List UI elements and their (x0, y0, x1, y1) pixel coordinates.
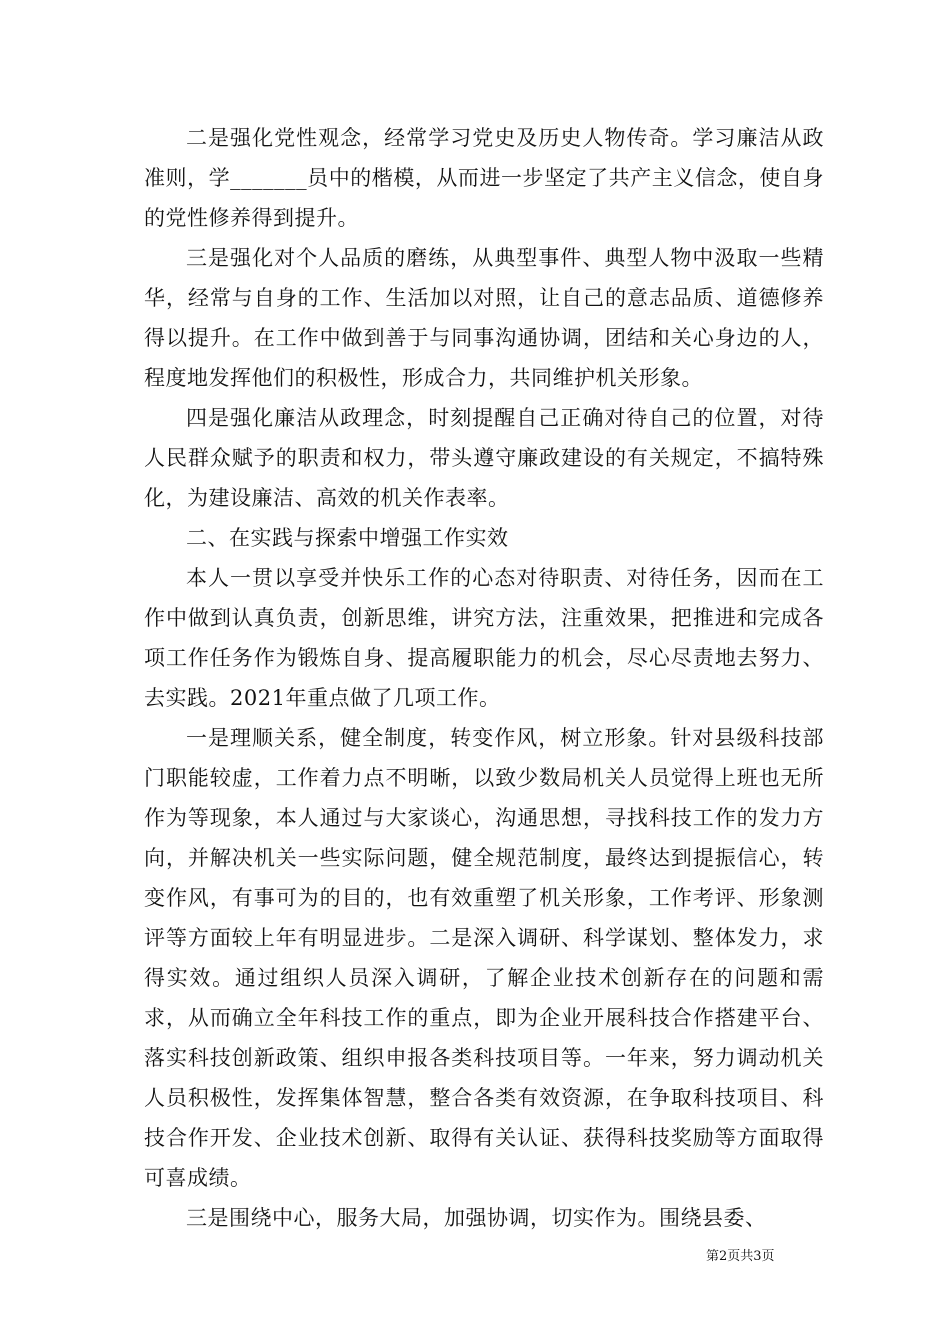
section-heading: 二、在实践与探索中增强工作实效 (186, 526, 509, 550)
paragraph-party-spirit: 二是强化党性观念，经常学习党史及历史人物传奇。学习廉洁从政准则，学_______员中的楷模，从而进一步坚定了共产主义信念，使自身的党性修养得到提升。 (144, 126, 824, 230)
paragraph-integrity: 四是强化廉洁从政理念，时刻提醒自己正确对待自己的位置，对待人民群众赋予的职责和权力，带头遵守廉政建设的有关规定，不搞特殊化，为建设廉洁、高效的机关作表率。 (144, 406, 824, 510)
paragraph-personal-quality: 三是强化对个人品质的磨练，从典型事件、典型人物中汲取一些精华，经常与自身的工作、生活加以对照，让自己的意志品质、道德修养得以提升。在工作中做到善于与同事沟通协调，团结和关心身边的人，程度地发挥他们的积极性，形成合力，共同维护机关形象。 (144, 246, 824, 390)
paragraph-work-attitude: 本人一贯以享受并快乐工作的心态对待职责、对待任务，因而在工作中做到认真负责，创新思维，讲究方法，注重效果，把推进和完成各项工作任务作为锻炼自身、提高履职能力的机会，尽心尽责地去努力、去实践。2021年重点做了几项工作。 (144, 566, 824, 710)
paragraph-work-items: 一是理顺关系，健全制度，转变作风，树立形象。针对县级科技部门职能较虚，工作着力点不明晰，以致少数局机关人员觉得上班也无所作为等现象，本人通过与大家谈心，沟通思想，寻找科技工作的发力方向，并解决机关一些实际问题，健全规范制度，最终达到提振信心，转变作风，有事可为的目的，也有效重塑了机关形象，工作考评、形象测评等方面较上年有明显进步。二是深入调研、科学谋划、整体发力，求得实效。通过组织人员深入调研，了解企业技术创新存在的问题和需求，从而确立全年科技工作的重点，即为企业开展科技合作搭建平台、落实科技创新政策、组织申报各类科技项目等。一年来，努力调动机关人员积极性，发挥集体智慧，整合各类有效资源，在争取科技项目、科技合作开发、企业技术创新、取得有关认证、获得科技奖励等方面取得可喜成绩。 (144, 726, 824, 1190)
paragraph-serve-center: 三是围绕中心，服务大局，加强协调，切实作为。围绕县委、 (186, 1206, 767, 1230)
page-number-footer: 第2页共3页 (706, 1249, 775, 1264)
document-body (144, 118, 824, 1238)
